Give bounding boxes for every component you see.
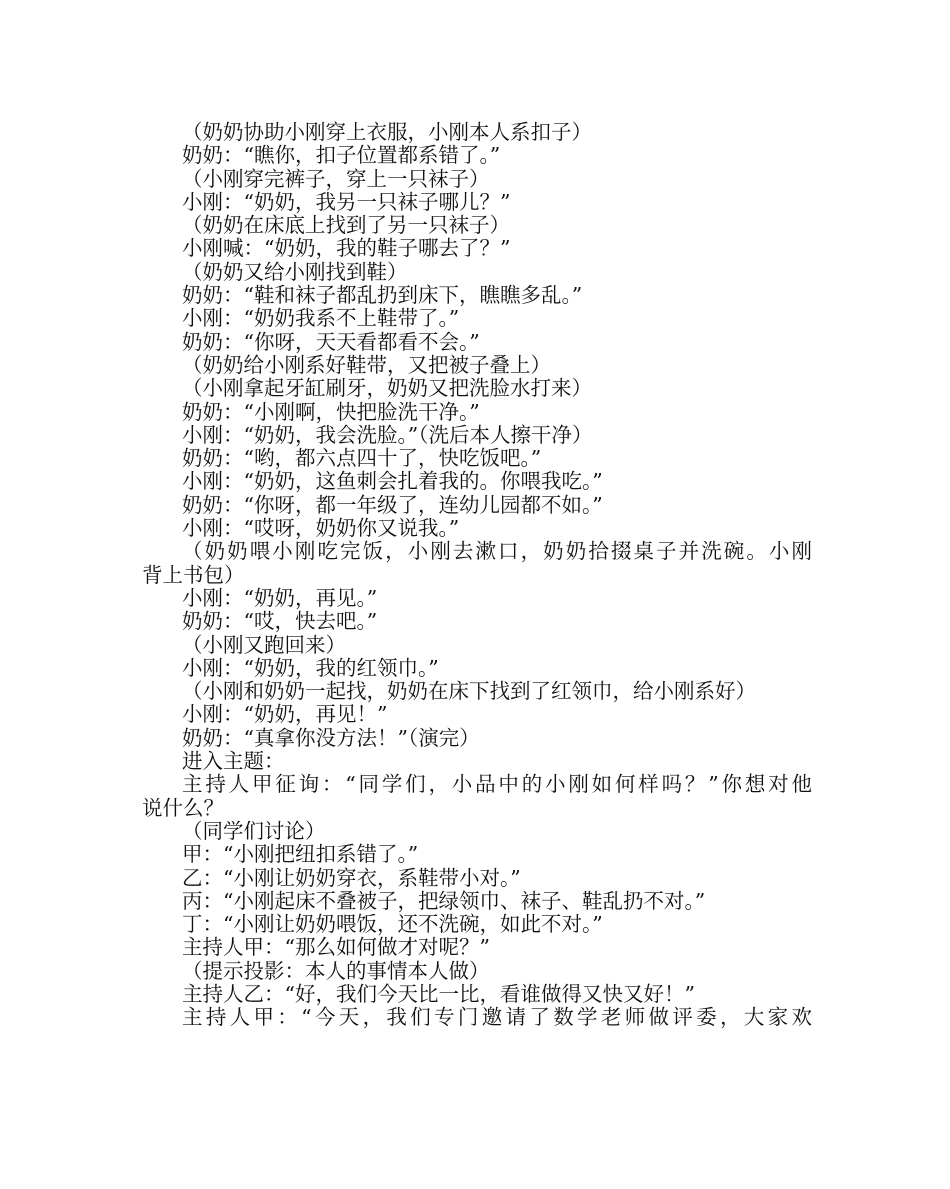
paragraph-line: 小刚：“奶奶，我另一只袜子哪儿？” bbox=[182, 189, 511, 214]
document-body bbox=[142, 121, 812, 1030]
paragraph-line: 奶奶：“哟，都六点四十了，快吃饭吧。” bbox=[182, 446, 542, 471]
paragraph-line: 主持人甲：“那么如何做才对呢？” bbox=[182, 935, 490, 960]
paragraph-continuation-line: 说什么？ bbox=[142, 795, 224, 820]
paragraph-line: 奶奶：“你呀，都一年级了，连幼儿园都不如。” bbox=[182, 492, 603, 517]
paragraph-line: 小刚：“奶奶，再见！” bbox=[182, 702, 388, 727]
paragraph-line: （奶奶协助小刚穿上衣服，小刚本人系扣子） bbox=[182, 120, 592, 144]
paragraph-line: 奶奶：“真拿你没方法！”（演完） bbox=[182, 725, 480, 750]
paragraph-line: （小刚穿完裤子，穿上一只袜子） bbox=[182, 166, 490, 191]
paragraph-line: （奶奶喂小刚吃完饭，小刚去漱口，奶奶拾掇桌子并洗碗。小刚 bbox=[182, 539, 812, 564]
paragraph-line: 甲：“小刚把纽扣系错了。” bbox=[182, 842, 419, 867]
paragraph-line: （提示投影：本人的事情本人做） bbox=[182, 958, 490, 983]
paragraph-line: 主持人甲：“今天，我们专门邀请了数学老师做评委，大家欢 bbox=[182, 1005, 812, 1030]
paragraph-line: 丙：“小刚起床不叠被子，把绿领巾、袜子、鞋乱扔不对。” bbox=[182, 888, 706, 913]
paragraph-line: 奶奶：“瞧你，扣子位置都系错了。” bbox=[182, 143, 501, 168]
paragraph-line: （奶奶在床底上找到了另一只袜子） bbox=[182, 213, 510, 238]
paragraph-line: 小刚：“奶奶，这鱼刺会扎着我的。你喂我吃。” bbox=[182, 469, 603, 494]
paragraph-line: 奶奶：“小刚啊，快把脸洗干净。” bbox=[182, 399, 480, 424]
paragraph-line: 主持人乙：“好，我们今天比一比，看谁做得又快又好！” bbox=[182, 981, 695, 1006]
paragraph-line: （奶奶给小刚系好鞋带，又把被子叠上） bbox=[182, 352, 551, 377]
paragraph-line: 奶奶：“哎，快去吧。” bbox=[182, 609, 378, 634]
paragraph-line: 丁：“小刚让奶奶喂饭，还不洗碗，如此不对。” bbox=[182, 912, 603, 937]
paragraph-line: （小刚拿起牙缸刷牙，奶奶又把洗脸水打来） bbox=[182, 376, 592, 401]
paragraph-line: 主持人甲征询：“同学们，小品中的小刚如何样吗？”你想对他 bbox=[182, 772, 812, 797]
paragraph-line: （小刚和奶奶一起找，奶奶在床下找到了红领巾，给小刚系好） bbox=[182, 679, 756, 704]
paragraph-line: 小刚喊：“奶奶，我的鞋子哪去了？” bbox=[182, 236, 511, 261]
paragraph-line: （奶奶又给小刚找到鞋） bbox=[182, 259, 408, 284]
paragraph-line: 小刚：“哎呀，奶奶你又说我。” bbox=[182, 516, 460, 541]
paragraph-line: 进入主题： bbox=[182, 749, 285, 774]
paragraph-line: 奶奶：“鞋和袜子都乱扔到床下，瞧瞧多乱。” bbox=[182, 283, 583, 308]
paragraph-line: 小刚：“奶奶，再见。” bbox=[182, 585, 378, 610]
paragraph-line: 小刚：“奶奶，我的红领巾。” bbox=[182, 655, 439, 680]
paragraph-line: （同学们讨论） bbox=[182, 818, 326, 843]
paragraph-continuation-line: 背上书包） bbox=[142, 562, 245, 587]
paragraph-line: 小刚：“奶奶我系不上鞋带了。” bbox=[182, 306, 460, 331]
paragraph-line: 奶奶：“你呀，天天看都看不会。” bbox=[182, 329, 480, 354]
paragraph-line: （小刚又跑回来） bbox=[182, 632, 346, 657]
paragraph-line: 乙：“小刚让奶奶穿衣，系鞋带小对。” bbox=[182, 865, 521, 890]
paragraph-line: 小刚：“奶奶，我会洗脸。”（洗后本人擦干净） bbox=[182, 422, 593, 447]
